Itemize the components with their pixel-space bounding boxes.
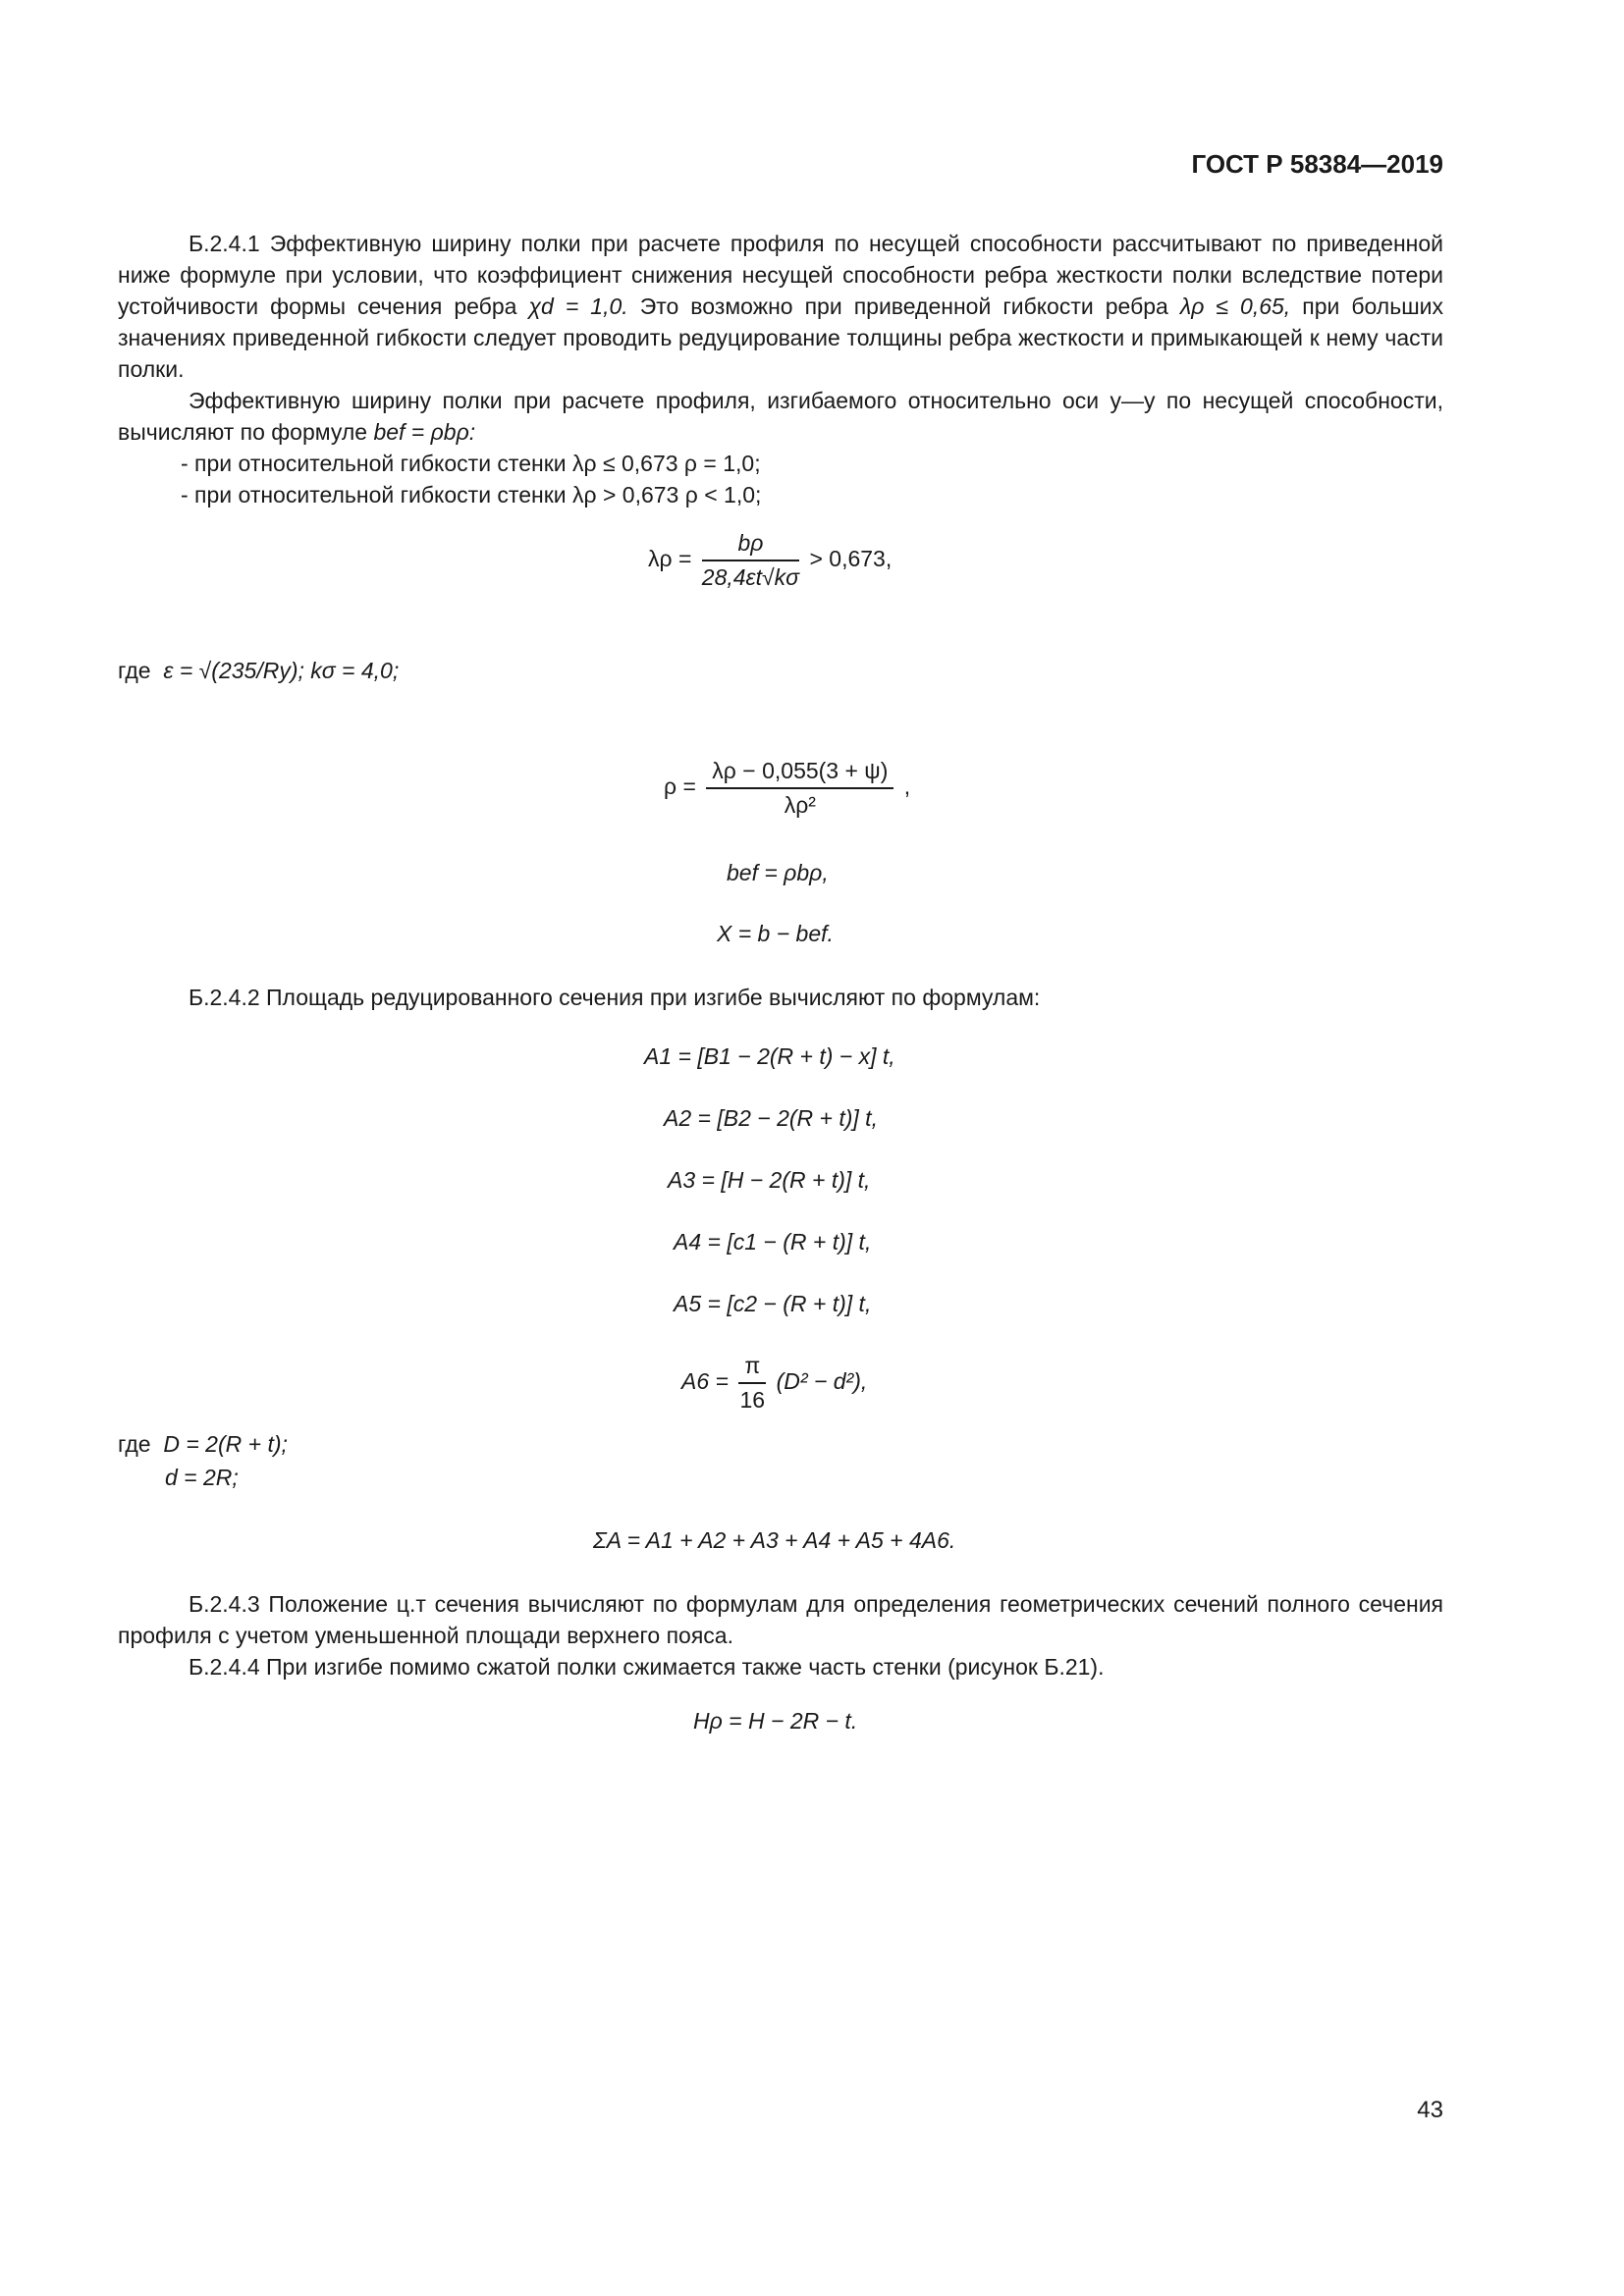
formula-inline-bef: bef = ρbρ: (373, 419, 476, 445)
formula-rho: ρ = $\frac{\lambda\rho - 0,055(3 + \psi)}{\text{λρ²}}$ , (664, 758, 911, 818)
paragraph-b242: Б.2.4.2 Площадь редуцированного сечения при изгибе вычисляют по формулам: (189, 985, 1041, 1010)
formula-a2: A2 = [B2 − 2(R + t)] t, (664, 1105, 878, 1131)
where-d: где D = 2(R + t); (118, 1431, 288, 1457)
formula-sum-area: ΣA = A1 + A2 + A3 + A4 + A5 + 4A6. (593, 1527, 956, 1553)
bullet-item: - при относительной гибкости стенки λρ ≤ 0,673 ρ = 1,0; (181, 451, 761, 476)
closing-section (118, 1588, 1443, 1682)
where-d-small: d = 2R; (165, 1465, 239, 1490)
paragraph-b243: Б.2.4.3 Положение ц.т сечения вычисляют по формулам для определения геометрических сечений полного сечения профиля с учетом уменьшенной площади верхнего пояса. (118, 1591, 1443, 1648)
formula-a6: A6 = $\frac{\pi}{16}$ (D² − d²), (681, 1353, 868, 1413)
paragraph-b241: Б.2.4.1 Эффективную ширину полки при расчете профиля по несущей способности рассчитывают по приведенной ниже формуле при условии, что коэффициент снижения несущей способности ребра жесткости полки вследствие потери устойчивости формы сечения ребра χd = 1,0. Это возможно при приведенной гибкости ребра λρ ≤ 0,65, при больших значениях приведенной гибкости следует проводить редуцирование толщины ребра жесткости и примыкающей к нему части полки. (118, 231, 1444, 382)
formula-a5: A5 = [c2 − (R + t)] t, (674, 1291, 872, 1316)
condition-lambda: λρ ≤ 0,65, (1179, 294, 1291, 319)
formula-a4: A4 = [c1 − (R + t)] t, (674, 1229, 872, 1255)
bullet-condition: λρ > 0,673 ρ < 1,0; (572, 482, 762, 507)
document-header: ГОСТ Р 58384—2019 (1191, 149, 1443, 179)
intro-section (118, 228, 1443, 510)
formula-lambda: λρ = $\frac{b\rho}{28,4\varepsilon t√k\sigma}$ > 0,673, (648, 530, 893, 590)
page-number: 43 (1417, 2097, 1443, 2123)
bullet-condition: λρ ≤ 0,673 ρ = 1,0; (572, 451, 761, 476)
formula-x: X = b − bef. (717, 921, 834, 946)
bullet-item: - при относительной гибкости стенки λρ > 0,673 ρ < 1,0; (181, 482, 762, 507)
condition-chi: χd = 1,0. (528, 294, 628, 319)
formula-bef: bef = ρbρ, (727, 860, 829, 885)
formula-a1: A1 = [B1 − 2(R + t) − x] t, (644, 1043, 895, 1069)
paragraph-b244: Б.2.4.4 При изгибе помимо сжатой полки сжимается также часть стенки (рисунок Б.21). (189, 1654, 1105, 1680)
formula-h-rho: Hρ = H − 2R − t. (693, 1708, 858, 1734)
paragraph-effective-width: Эффективную ширину полки при расчете профиля, изгибаемого относительно оси y—y по несущей способности, вычисляют по формуле bef = ρbρ: (118, 388, 1443, 445)
formula-a3: A3 = [H − 2(R + t)] t, (668, 1167, 871, 1193)
where-epsilon: где ε = √(235/Ry); kσ = 4,0; (118, 658, 400, 683)
paragraph-b242-block (118, 982, 1443, 1013)
